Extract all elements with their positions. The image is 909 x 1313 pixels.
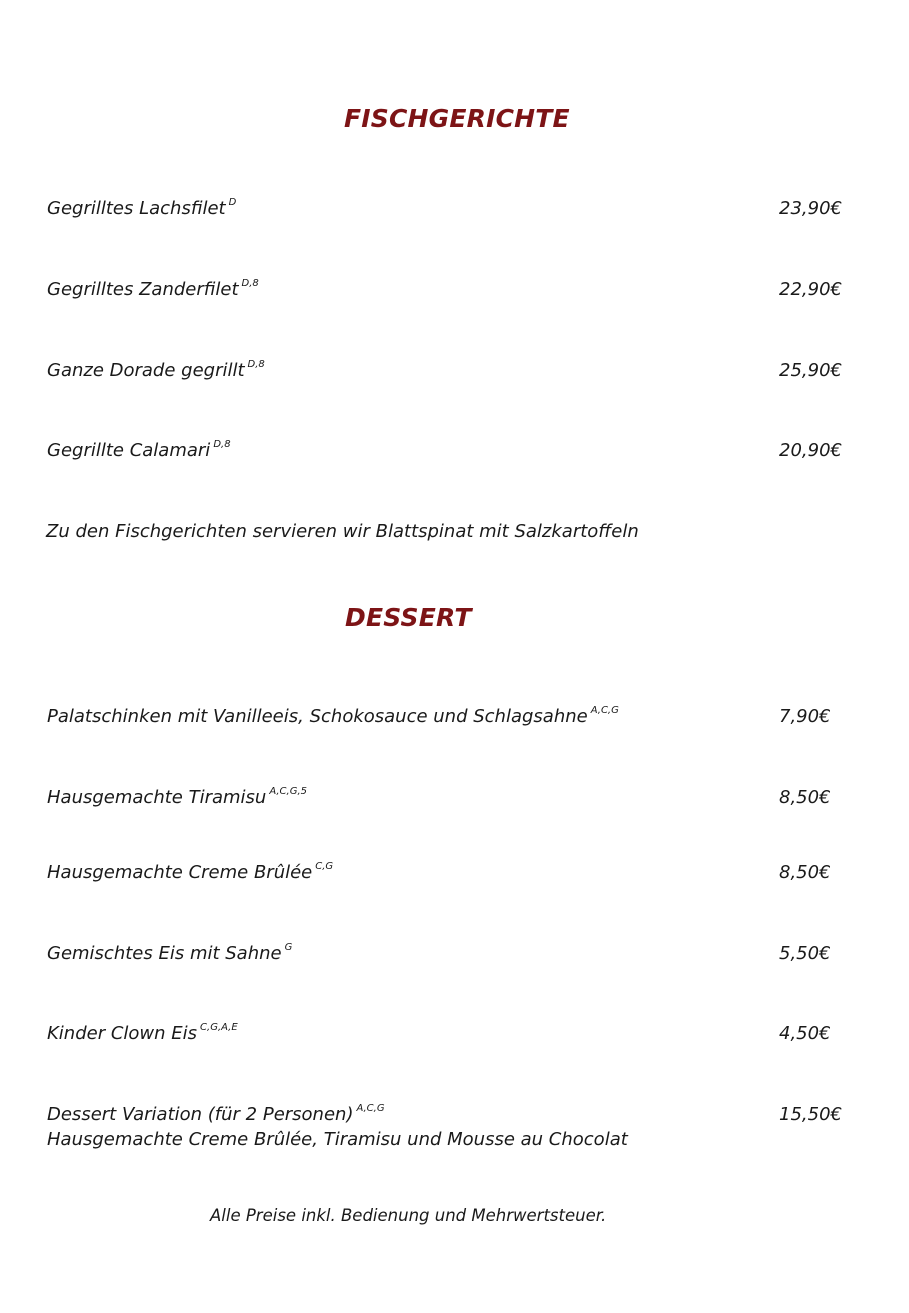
menu-item-name: Kinder Clown Eis $^{C,G,A,E}$ [47, 1022, 238, 1044]
menu-item-name: Gegrilltes Zanderfilet $^{D,8}$ [47, 278, 259, 300]
menu-item-price: 22,90€ [779, 279, 842, 300]
menu-item-price: 20,90€ [779, 440, 842, 461]
section-title-dessert: DESSERT [345, 603, 472, 632]
section-title-fischgerichte: FISCHGERICHTE [344, 104, 570, 133]
menu-item-name: Gegrilltes Lachsfilet $^D$ [47, 197, 237, 219]
allergen-codes: D [228, 197, 237, 208]
menu-item-name: Dessert Variation (für 2 Personen) $^{A,C,G}$ [47, 1103, 385, 1125]
price-disclaimer: Alle Preise inkl. Bedienung und Mehrwertsteuer. [210, 1206, 607, 1225]
menu-item-price: 5,50€ [779, 943, 831, 964]
allergen-codes: A,C,G [356, 1103, 385, 1114]
menu-item-price: 8,50€ [779, 787, 831, 808]
allergen-codes: C,G,A,E [200, 1022, 238, 1033]
menu-item-price: 4,50€ [779, 1023, 831, 1044]
menu-item-name: Gemischtes Eis mit Sahne $^G$ [47, 942, 293, 964]
menu-item-name: Hausgemachte Tiramisu $^{A,C,G,5}$ [47, 786, 307, 808]
menu-item-price: 15,50€ [779, 1104, 842, 1125]
menu-item-price: 25,90€ [779, 360, 842, 381]
menu-item-name: Gegrillte Calamari $^{D,8}$ [47, 439, 231, 461]
menu-item-description: Hausgemachte Creme Brûlée, Tiramisu und Mousse au Chocolat [47, 1129, 628, 1150]
menu-item-name: Ganze Dorade gegrillt $^{D,8}$ [47, 359, 265, 381]
menu-item-name: Palatschinken mit Vanilleeis, Schokosauce und Schlagsahne $^{A,C,G}$ [47, 705, 619, 727]
menu-item-price: 23,90€ [779, 198, 842, 219]
allergen-codes: D,8 [247, 359, 265, 370]
allergen-codes: D,8 [213, 439, 231, 450]
menu-item-name: Hausgemachte Creme Brûlée $^{C,G}$ [47, 861, 334, 883]
allergen-codes: D,8 [241, 278, 259, 289]
allergen-codes: A,C,G [590, 705, 619, 716]
menu-item-price: 8,50€ [779, 862, 831, 883]
menu-item-price: 7,90€ [779, 706, 831, 727]
allergen-codes: C,G [315, 861, 334, 872]
allergen-codes: G [284, 942, 293, 953]
section-note: Zu den Fischgerichten servieren wir Blattspinat mit Salzkartoffeln [46, 521, 639, 542]
allergen-codes: A,C,G,5 [269, 786, 307, 797]
